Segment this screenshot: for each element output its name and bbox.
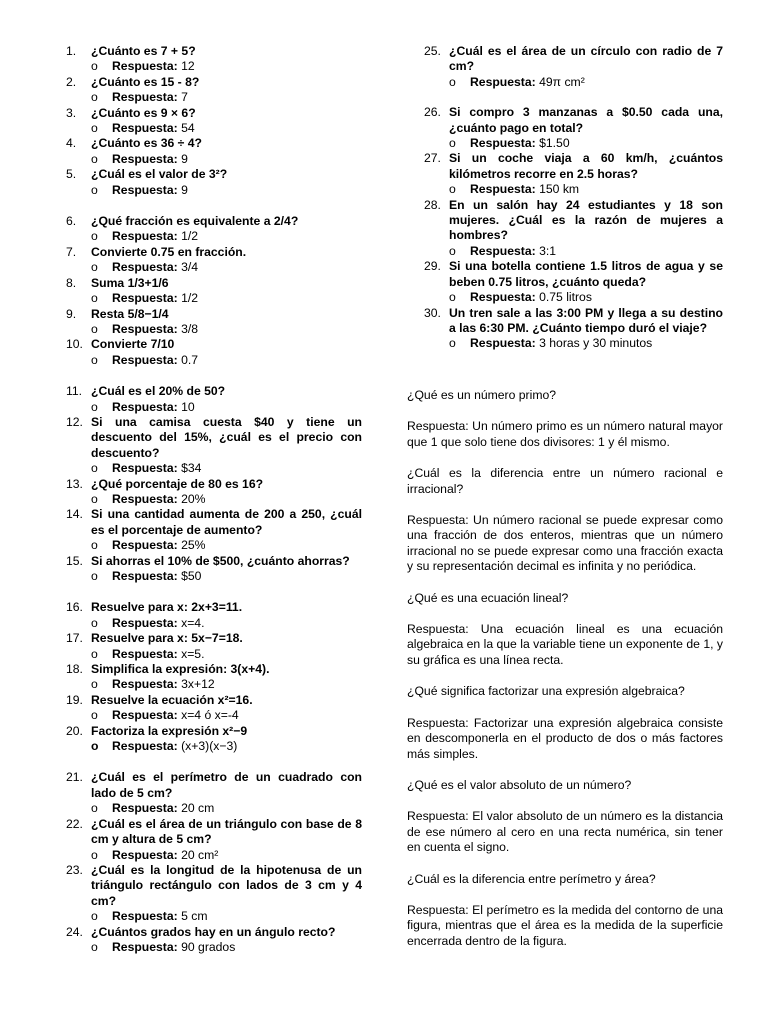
- question-text: Si ahorras el 10% de $500, ¿cuánto ahorras?: [91, 553, 350, 568]
- bullet-marker: o: [91, 801, 98, 816]
- question-number: 13.: [66, 476, 83, 491]
- answer-line: [66, 121, 362, 136]
- answer-label: Respuesta:: [112, 739, 178, 754]
- question-text: Un tren sale a las 3:00 PM y llega a su destino a las 6:30 PM. ¿Cuánto tiempo duró el viaje?: [449, 305, 723, 335]
- question-text: Convierte 0.75 en fracción.: [91, 244, 247, 259]
- question-item: [66, 136, 362, 151]
- answer-value: 3/4: [181, 260, 199, 275]
- question-number: 16.: [66, 600, 83, 615]
- bullet-marker: o: [449, 74, 456, 89]
- answer-line: [66, 152, 362, 167]
- answer-value: x=4.: [181, 615, 205, 630]
- answer-label: Respuesta:: [470, 336, 536, 351]
- question-number: 4.: [66, 136, 77, 151]
- bullet-marker: o: [91, 321, 98, 336]
- answer-line: [66, 291, 362, 306]
- answer-label: Respuesta:: [112, 801, 178, 816]
- bullet-marker: o: [91, 708, 98, 723]
- bullet-marker: o: [91, 260, 98, 275]
- question-item: [66, 817, 362, 848]
- question-number: 8.: [66, 275, 77, 290]
- answer-label: Respuesta:: [112, 90, 178, 105]
- bullet-marker: o: [449, 136, 456, 151]
- bullet-marker: o: [91, 399, 98, 414]
- question-item: [66, 415, 362, 461]
- bullet-marker: o: [91, 151, 98, 166]
- bullet-marker: o: [91, 121, 98, 136]
- answer-value: $50: [181, 569, 202, 583]
- concept-answer: Respuesta: El perímetro es la medida del contorno de una figura, mientras que el área es la medida de la superficie encerrada dentro de la figura.: [407, 902, 723, 948]
- question-item: [66, 307, 362, 322]
- bullet-marker: o: [91, 677, 98, 692]
- answer-line: [66, 260, 362, 275]
- question-text: ¿Cuántos grados hay en un ángulo recto?: [91, 924, 336, 939]
- answer-label: Respuesta:: [112, 399, 178, 414]
- question-text: ¿Cuál es el área de un círculo con radio de 7 cm?: [449, 44, 723, 74]
- bullet-marker: o: [91, 90, 98, 105]
- answer-value: 1/2: [181, 291, 199, 306]
- answer-value: 20%: [181, 491, 206, 506]
- bullet-marker: o: [91, 352, 98, 367]
- answer-label: Respuesta:: [112, 321, 178, 336]
- concept-question: ¿Qué es el valor absoluto de un número?: [407, 777, 632, 792]
- answer-line: [66, 569, 362, 584]
- answer-value: 9: [181, 182, 188, 197]
- concept-question: ¿Qué es una ecuación lineal?: [407, 590, 569, 605]
- answer-label: Respuesta:: [112, 538, 178, 553]
- answer-line: [66, 909, 362, 924]
- bullet-marker: o: [91, 229, 98, 244]
- answer-value: 20 cm²: [181, 847, 219, 862]
- answer-value: 7: [181, 90, 188, 105]
- left-question-list: [66, 44, 362, 955]
- question-number: 17.: [66, 631, 83, 646]
- question-number: 25.: [424, 44, 441, 58]
- question-number: 26.: [424, 105, 441, 120]
- question-text: Simplifica la expresión: 3(x+4).: [91, 662, 270, 677]
- answer-value: 20 cm: [181, 801, 215, 816]
- answer-label: Respuesta:: [112, 615, 178, 630]
- question-number: 27.: [424, 151, 441, 166]
- question-text: ¿Cuál es el perímetro de un cuadrado con lado de 5 cm?: [91, 770, 362, 800]
- question-item: [66, 600, 362, 615]
- answer-label: Respuesta:: [112, 939, 178, 954]
- question-item: [424, 105, 723, 136]
- concept-questions-section: [407, 388, 723, 965]
- answer-value: 90 grados: [181, 939, 236, 954]
- answer-label: Respuesta:: [112, 847, 178, 862]
- answer-label: Respuesta:: [470, 136, 536, 151]
- question-text: ¿Cuánto es 7 + 5?: [91, 44, 196, 58]
- concept-answer: Respuesta: Un número racional se puede expresar como una fracción de dos enteros, mientras que un número irracional no se puede expresar como una fracción exacta y su representación decimal es infinita y no periódica.: [407, 513, 723, 574]
- answer-label: Respuesta:: [470, 243, 536, 258]
- question-text: Si compro 3 manzanas a $0.50 cada una, ¿cuánto pago en total?: [449, 105, 723, 135]
- question-item: [66, 477, 362, 492]
- question-text: Suma 1/3+1/6: [91, 275, 169, 290]
- bullet-marker: o: [91, 461, 98, 476]
- question-item: [66, 724, 362, 739]
- question-item: [424, 44, 723, 75]
- question-item: [66, 770, 362, 801]
- question-text: ¿Qué porcentaje de 80 es 16?: [91, 476, 264, 491]
- question-number: 23.: [66, 862, 83, 877]
- answer-value: x=5.: [181, 646, 205, 661]
- question-text: Si una camisa cuesta $40 y tiene un descuento del 15%, ¿cuál es el precio con descuento?: [91, 414, 362, 460]
- answer-label: Respuesta:: [112, 708, 178, 723]
- question-item: [66, 662, 362, 677]
- bullet-marker: o: [91, 291, 98, 306]
- answer-label: Respuesta:: [112, 121, 178, 136]
- question-number: 19.: [66, 692, 83, 707]
- answer-value: 9: [181, 151, 188, 166]
- question-item: [66, 167, 362, 182]
- question-number: 7.: [66, 244, 77, 259]
- concept-question: ¿Cuál es la diferencia entre un número racional e irracional?: [407, 466, 723, 496]
- answer-label: Respuesta:: [470, 182, 536, 197]
- question-text: Si una botella contiene 1.5 litros de agua y se beben 0.75 litros, ¿cuánto queda?: [449, 259, 723, 289]
- question-number: 10.: [66, 337, 83, 352]
- answer-label: Respuesta:: [112, 59, 178, 74]
- answer-label: Respuesta:: [470, 290, 536, 305]
- answer-label: Respuesta:: [470, 74, 536, 89]
- question-item: [424, 306, 723, 337]
- question-text: ¿Cuánto es 15 - 8?: [91, 74, 200, 89]
- concept-question: ¿Qué significa factorizar una expresión algebraica?: [407, 684, 685, 699]
- answer-label: Respuesta:: [112, 352, 178, 367]
- question-number: 12.: [66, 414, 83, 429]
- answer-value: (x+3)(x−3): [181, 739, 238, 754]
- answer-label: Respuesta:: [112, 182, 178, 197]
- answer-line: [66, 353, 362, 368]
- answer-line: [66, 848, 362, 863]
- bullet-marker: o: [449, 290, 456, 305]
- question-item: [66, 693, 362, 708]
- answer-value: 3:1: [539, 243, 557, 258]
- question-text: Convierte 7/10: [91, 337, 175, 352]
- bullet-marker: o: [91, 491, 98, 506]
- question-number: 14.: [66, 507, 83, 522]
- question-item: [66, 44, 362, 59]
- question-item: [66, 384, 362, 399]
- concept-answer: Respuesta: Factorizar una expresión algebraica consiste en descomponerla en el producto de dos o más factores más simples.: [407, 715, 723, 761]
- answer-value: 3/8: [181, 321, 199, 336]
- answer-line: [66, 801, 362, 816]
- answer-label: Respuesta:: [112, 229, 178, 244]
- answer-label: Respuesta:: [112, 260, 178, 275]
- answer-line: [424, 290, 723, 305]
- answer-line: [66, 538, 362, 553]
- answer-label: Respuesta:: [112, 491, 178, 506]
- answer-line: [424, 336, 723, 351]
- question-text: Si un coche viaja a 60 km/h, ¿cuántos kilómetros recorre en 2.5 horas?: [449, 151, 723, 181]
- answer-line: [66, 183, 362, 198]
- question-number: 22.: [66, 816, 83, 831]
- question-text: En un salón hay 24 estudiantes y 18 son mujeres. ¿Cuál es la razón de mujeres a hombres?: [449, 197, 723, 243]
- answer-line: [66, 90, 362, 105]
- question-text: Factoriza la expresión x²−9: [91, 723, 248, 738]
- question-item: [66, 925, 362, 940]
- answer-label: Respuesta:: [112, 569, 178, 583]
- concept-answer: Respuesta: Una ecuación lineal es una ecuación algebraica en la que la variable tiene un exponente de 1, y su gráfica es una línea recta.: [407, 622, 723, 667]
- question-text: ¿Cuál es la longitud de la hipotenusa de un triángulo rectángulo con lados de 3 cm y 4 cm?: [91, 862, 362, 908]
- answer-label: Respuesta:: [112, 909, 178, 924]
- section-spacer: [66, 584, 362, 600]
- section-spacer: [66, 198, 362, 214]
- question-text: ¿Cuánto es 36 ÷ 4?: [91, 136, 202, 151]
- question-number: 5.: [66, 167, 77, 182]
- answer-value: 10: [181, 399, 195, 414]
- bullet-marker: o: [91, 847, 98, 862]
- question-item: [424, 259, 723, 290]
- question-number: 3.: [66, 105, 77, 120]
- answer-line: [66, 322, 362, 337]
- answer-label: Respuesta:: [112, 461, 178, 476]
- answer-line: [66, 492, 362, 507]
- question-item: [66, 75, 362, 90]
- bullet-marker: o: [91, 569, 98, 583]
- question-text: ¿Qué fracción es equivalente a 2/4?: [91, 214, 299, 229]
- question-item: [66, 863, 362, 909]
- question-number: 30.: [424, 305, 441, 320]
- question-text: Resta 5/8−1/4: [91, 306, 169, 321]
- question-item: [66, 631, 362, 646]
- answer-label: Respuesta:: [112, 646, 178, 661]
- answer-value: 3x+12: [181, 677, 215, 692]
- bullet-marker: o: [91, 538, 98, 553]
- question-number: 2.: [66, 74, 77, 89]
- question-item: [66, 214, 362, 229]
- answer-value: $34: [181, 461, 202, 476]
- question-text: Si una cantidad aumenta de 200 a 250, ¿cuál es el porcentaje de aumento?: [91, 507, 362, 537]
- bullet-marker: o: [91, 615, 98, 630]
- question-number: 11.: [66, 384, 83, 399]
- answer-value: 3 horas y 30 minutos: [539, 336, 653, 351]
- answer-line: [66, 229, 362, 244]
- bullet-marker: o: [449, 336, 456, 351]
- question-text: Resuelve la ecuación x²=16.: [91, 692, 253, 707]
- question-number: 29.: [424, 259, 441, 274]
- question-number: 1.: [66, 44, 77, 58]
- answer-line: [424, 244, 723, 259]
- concept-question: ¿Qué es un número primo?: [407, 388, 557, 402]
- question-number: 28.: [424, 197, 441, 212]
- answer-value: 1/2: [181, 229, 199, 244]
- answer-value: 12: [181, 59, 195, 74]
- answer-line: [424, 136, 723, 151]
- answer-value: 25%: [181, 538, 206, 553]
- answer-line: [66, 708, 362, 723]
- question-item: [66, 337, 362, 352]
- question-item: [66, 507, 362, 538]
- answer-line: [424, 182, 723, 197]
- answer-value: 54: [181, 121, 195, 136]
- bullet-marker: o: [449, 243, 456, 258]
- answer-value: 150 km: [539, 182, 580, 197]
- question-item: [66, 276, 362, 291]
- answer-label: Respuesta:: [112, 677, 178, 692]
- concept-answer: Respuesta: Un número primo es un número natural mayor que 1 que solo tiene dos divisores: 1 y él mismo.: [407, 419, 723, 449]
- question-text: ¿Cuál es el 20% de 50?: [91, 384, 226, 399]
- answer-value: x=4 ó x=-4: [181, 708, 239, 723]
- answer-line: [66, 940, 362, 955]
- answer-value: 49π cm²: [539, 74, 585, 89]
- section-spacer: [424, 90, 723, 105]
- question-item: [66, 245, 362, 260]
- bullet-marker: o: [91, 739, 99, 754]
- question-number: 18.: [66, 662, 83, 677]
- answer-line: [424, 75, 723, 90]
- answer-label: Respuesta:: [112, 151, 178, 166]
- question-number: 9.: [66, 306, 77, 321]
- bullet-marker: o: [91, 939, 98, 954]
- question-text: ¿Cuál es el área de un triángulo con base de 8 cm y altura de 5 cm?: [91, 816, 362, 847]
- question-number: 24.: [66, 924, 83, 939]
- question-number: 21.: [66, 770, 83, 785]
- question-text: ¿Cuánto es 9 × 6?: [91, 105, 196, 120]
- bullet-marker: o: [91, 909, 98, 924]
- question-text: Resuelve para x: 5x−7=18.: [91, 631, 243, 646]
- bullet-marker: o: [91, 59, 98, 74]
- question-text: ¿Cuál es el valor de 3²?: [91, 167, 228, 182]
- question-item: [66, 106, 362, 121]
- answer-value: $1.50: [539, 136, 570, 151]
- answer-line: [66, 616, 362, 631]
- concept-answer: Respuesta: El valor absoluto de un número es la distancia de ese número al cero en una recta numérica, sin tener en cuenta el signo.: [407, 809, 723, 855]
- question-item: [424, 151, 723, 182]
- concept-question: ¿Cuál es la diferencia entre perímetro y área?: [407, 871, 656, 886]
- question-item: [424, 198, 723, 244]
- question-number: 20.: [66, 723, 83, 738]
- question-item: [66, 554, 362, 569]
- answer-label: Respuesta:: [112, 291, 178, 306]
- bullet-marker: o: [449, 182, 456, 197]
- section-spacer: [66, 368, 362, 384]
- answer-line: [66, 461, 362, 476]
- question-text: Resuelve para x: 2x+3=11.: [91, 600, 243, 615]
- right-question-list: [424, 44, 723, 352]
- answer-line: [66, 59, 362, 74]
- answer-line: [66, 739, 362, 754]
- answer-line: [66, 647, 362, 662]
- answer-value: 0.75 litros: [539, 290, 592, 305]
- answer-line: [66, 677, 362, 692]
- section-spacer: [66, 754, 362, 770]
- bullet-marker: o: [91, 646, 98, 661]
- answer-value: 5 cm: [181, 909, 208, 924]
- answer-line: [66, 400, 362, 415]
- bullet-marker: o: [91, 182, 98, 197]
- question-number: 6.: [66, 214, 77, 229]
- question-number: 15.: [66, 553, 83, 568]
- answer-value: 0.7: [181, 352, 199, 367]
